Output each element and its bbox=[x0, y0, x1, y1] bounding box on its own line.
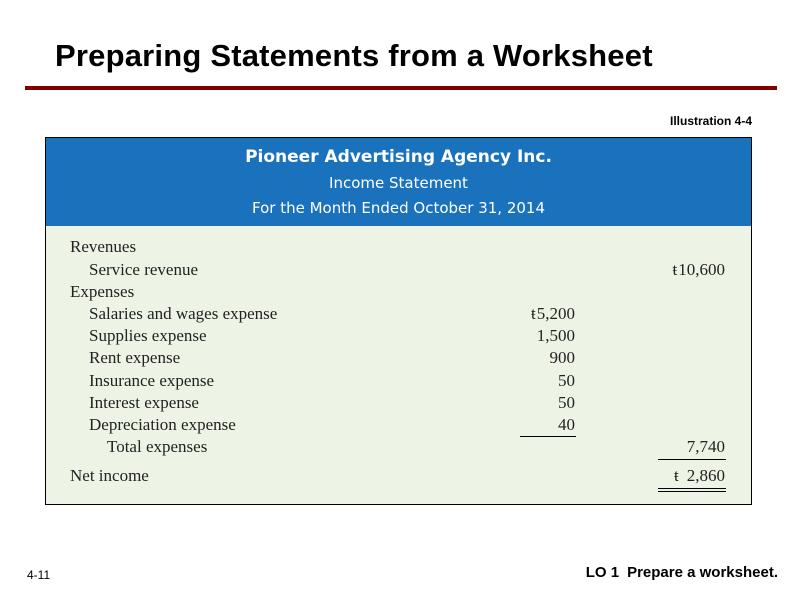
company-name: Pioneer Advertising Agency Inc. bbox=[245, 147, 552, 167]
expense-amount: 40 bbox=[558, 415, 575, 434]
page-number: 4-11 bbox=[27, 568, 51, 582]
statement-header bbox=[46, 138, 751, 226]
net-income-amount: ŧ 2,860 bbox=[674, 466, 725, 485]
expense-amount: 1,500 bbox=[536, 326, 575, 345]
revenues-heading: Revenues bbox=[70, 237, 137, 256]
subtotal-underline bbox=[520, 436, 576, 437]
income-statement bbox=[45, 137, 752, 505]
currency-symbol: ŧ bbox=[672, 260, 678, 279]
total-expenses-label: Total expenses bbox=[107, 437, 208, 456]
expense-label: Supplies expense bbox=[89, 326, 207, 345]
illustration-label: Illustration 4-4 bbox=[669, 114, 752, 128]
double-underline-top bbox=[658, 488, 726, 489]
service-revenue-label: Service revenue bbox=[89, 260, 199, 279]
currency-symbol: ŧ bbox=[531, 304, 536, 323]
currency-symbol: ŧ bbox=[674, 466, 679, 485]
expense-amount: 50 bbox=[558, 371, 575, 390]
statement-name: Income Statement bbox=[329, 174, 468, 192]
expense-label: Salaries and wages expense bbox=[89, 304, 278, 323]
learning-objective-code: LO 1 bbox=[585, 564, 620, 581]
net-income-label: Net income bbox=[70, 466, 149, 485]
learning-objective bbox=[586, 564, 778, 581]
total-underline bbox=[658, 459, 726, 460]
double-underline-bottom bbox=[658, 491, 726, 492]
expense-label: Rent expense bbox=[89, 348, 181, 367]
expenses-heading: Expenses bbox=[70, 282, 135, 301]
total-expenses-amount: 7,740 bbox=[686, 437, 725, 456]
expense-label: Depreciation expense bbox=[89, 415, 236, 434]
expense-amount: 900 bbox=[549, 348, 575, 367]
title-divider bbox=[25, 86, 777, 90]
expense-label: Interest expense bbox=[89, 393, 199, 412]
expense-amount: ŧ5,200 bbox=[531, 304, 575, 323]
service-revenue-amount: ŧ10,600 bbox=[672, 260, 725, 279]
learning-objective-text: Prepare a worksheet. bbox=[627, 564, 778, 581]
statement-period: For the Month Ended October 31, 2014 bbox=[252, 199, 545, 217]
slide-title: Preparing Statements from a Worksheet bbox=[55, 38, 653, 73]
expense-label: Insurance expense bbox=[89, 371, 215, 390]
expense-amount: 50 bbox=[558, 393, 575, 412]
